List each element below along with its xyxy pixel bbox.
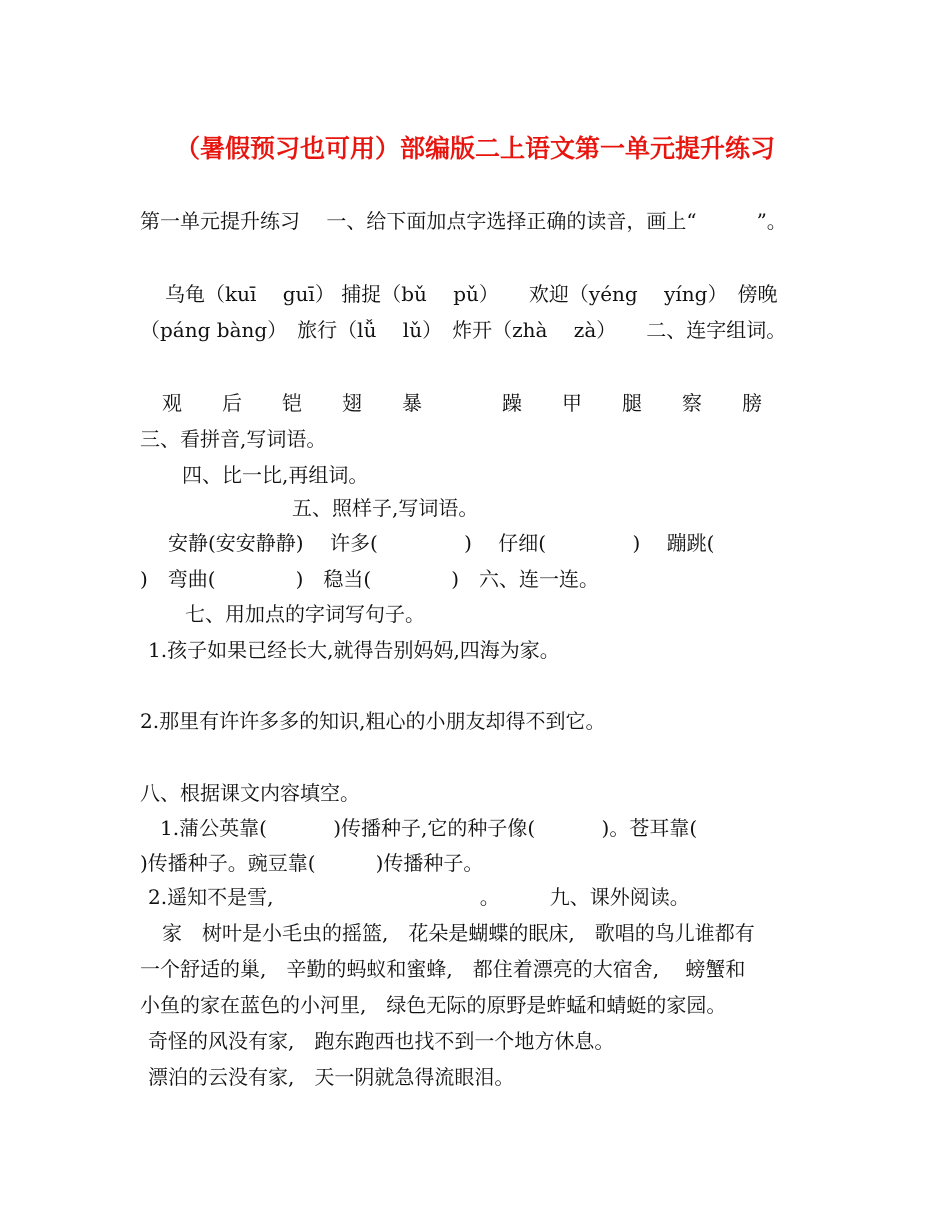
text-line: 漂泊的云没有家, 天一阴就急得流眼泪。 [148, 1065, 515, 1089]
text-line: 三、看拼音,写词语。 [140, 427, 327, 451]
text-line: 一个舒适的巢, 辛勤的蚂蚁和蜜蜂, 都住着漂亮的大宿舍, 螃蟹和 [140, 957, 746, 981]
text-line: 观 后 铠 翅 暴 躁 甲 腿 察 膀 [162, 391, 762, 415]
text-line: 小鱼的家在蓝色的小河里, 绿色无际的原野是蚱蜢和蜻蜓的家园。 [140, 993, 727, 1017]
document-title: （暑假预习也可用）部编版二上语文第一单元提升练习 [174, 134, 775, 163]
text-line: ) 弯曲( ) 稳当( ) 六、连一连。 [140, 567, 600, 591]
text-line: 2.遥知不是雪, 。 九、课外阅读。 [148, 885, 690, 909]
text-line: 七、用加点的字词写句子。 [185, 602, 425, 626]
text-line: 奇怪的风没有家, 跑东跑西也找不到一个地方休息。 [148, 1029, 615, 1053]
text-line: 八、根据课文内容填空。 [140, 781, 360, 805]
text-line: 2.那里有许许多多的知识,粗心的小朋友却得不到它。 [140, 709, 606, 733]
text-line: （páng bàng） 旅行（lǚ lǔ） 炸开（zhà zà） 二、连字组词。 [140, 318, 787, 342]
text-line: 第一单元提升练习 一、给下面加点字选择正确的读音，画上“ ”。 [140, 209, 787, 233]
text-line: 五、照样子,写词语。 [292, 496, 479, 520]
text-line: 1.蒲公英靠( )传播种子,它的种子像( )。苍耳靠( [160, 816, 698, 840]
text-line: 安静(安安静静) 许多( ) 仔细( ) 蹦跳( [168, 531, 715, 555]
text-line: 乌龟（kuī guī） 捕捉（bǔ pǔ） 欢迎（yéng yíng） 傍晚 [165, 282, 778, 306]
text-line: )传播种子。豌豆靠( )传播种子。 [140, 851, 484, 875]
text-line: 1.孩子如果已经长大,就得告别妈妈,四海为家。 [148, 638, 560, 662]
text-line: 四、比一比,再组词。 [182, 463, 369, 487]
text-line: 家 树叶是小毛虫的摇篮, 花朵是蝴蝶的眠床, 歌唱的鸟儿谁都有 [162, 921, 755, 945]
